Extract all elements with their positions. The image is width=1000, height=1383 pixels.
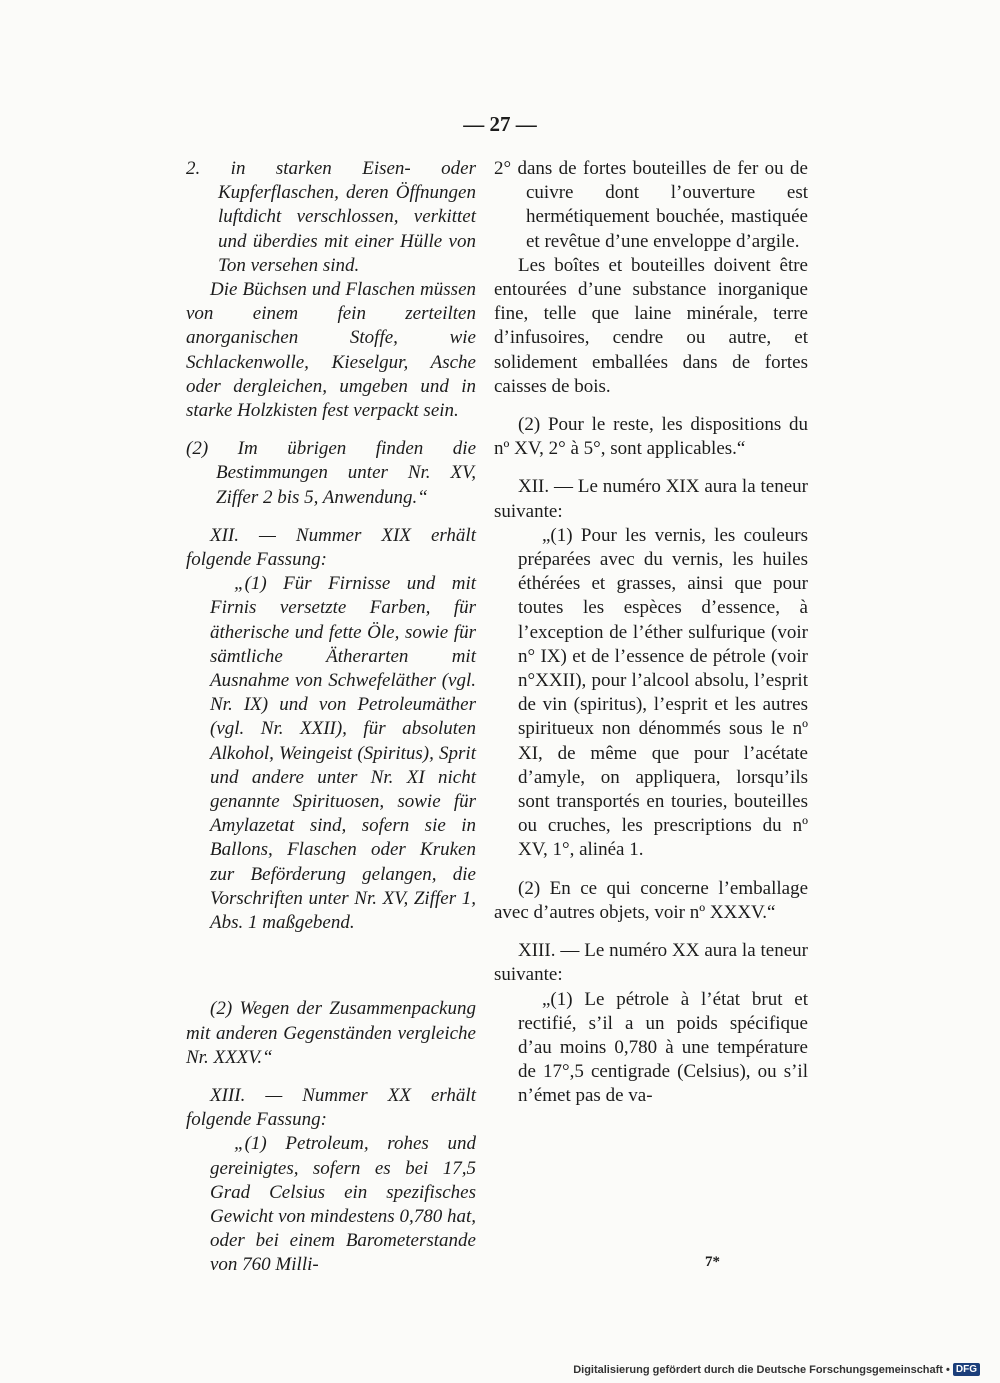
sheet-signature-mark: 7* — [705, 1254, 720, 1270]
fr-paragraph-2: (2) Pour le reste, les dispositions du nº XV, 2° à 5°, sont applicables.“ — [494, 414, 808, 460]
de-packing-paragraph: Die Büchsen und Flaschen müssen von einem fein zerteilten anorganischen Stoffe, wie Schlackenwolle, Kieselgur, Asche oder dergleichen, umgeben und in starke Holzkisten fest verpackt sein. — [186, 279, 476, 422]
dfg-logo: DFG — [953, 1363, 980, 1376]
de-section-xii-paragraph-1: „(1) Für Firnisse und mit Firnis versetzte Farben, für ätherische und fette Öle, sowie für sämtliche Ätherarten mit Ausnahme von Schwefeläther (vgl. Nr. IX) und von Petroleumäther (vgl. Nr. XXII), für absoluten Alkohol, Weingeist (Spiritus), Sprit und andere unter Nr. XI nicht genannte Spirituosen, sowie für Amylazetat sind, sofern sie in Ballons, Flaschen oder Kruken zur Beförderung gelangen, die Vorschriften unter Nr. XV, Ziffer 1, Abs. 1 maßgebend. — [210, 573, 476, 934]
fr-item-2: 2° dans de fortes bouteilles de fer ou de cuivre dont l’ouverture est hermétiquement bouchée, mastiquée et revêtue d’une enveloppe d’argile. — [494, 158, 808, 252]
page-number: — 27 — — [463, 112, 537, 136]
de-section-xiii-heading: XIII. — Nummer XX erhält folgende Fassung: — [186, 1084, 476, 1131]
fr-packing-paragraph: Les boîtes et bouteilles doivent être entourées d’une substance inorganique fine, telle que laine minérale, terre d’infusoires, cendre ou autre, et solidement emballées dans de fortes caisses de bois. — [494, 254, 808, 397]
fr-section-xiii-paragraph-1: „(1) Le pétrole à l’état brut et rectifié, s’il a un poids spécifique d’au moins 0,780 à une température de 17°,5 centigrade (Celsius), ou s’il n’émet pas de va- — [518, 988, 808, 1107]
de-paragraph-2: (2) Im übrigen finden die Bestimmungen unter Nr. XV, Ziffer 2 bis 5, Anwendung.“ — [186, 438, 476, 508]
de-section-xii-paragraph-2: (2) Wegen der Zusammenpackung mit anderen Gegenständen vergleiche Nr. XXXV.“ — [186, 998, 476, 1068]
digitization-footer — [573, 1363, 980, 1376]
de-section-xii-heading: XII. — Nummer XIX erhält folgende Fassung: — [186, 524, 476, 571]
de-item-2: 2. in starken Eisen- oder Kupferflaschen, deren Öffnungen luftdicht verschlossen, verkittet und überdies mit einer Hülle von Ton versehen sind. — [186, 158, 476, 276]
fr-section-xii-paragraph-2: (2) En ce qui concerne l’emballage avec d’autres objets, voir nº XXXV.“ — [494, 877, 808, 923]
fr-section-xiii-heading: XIII. — Le numéro XX aura la teneur suivante: — [494, 940, 808, 986]
french-column — [494, 157, 808, 1109]
fr-section-xii-heading: XII. — Le numéro XIX aura la teneur suivante: — [494, 476, 808, 522]
fr-section-xii-paragraph-1: „(1) Pour les vernis, les couleurs préparées avec du vernis, les huiles éthérées et grasses, ainsi que pour toutes les espèces d’essence, à l’exception de l’éther sulfurique (voir n° IX) et de l’essence de pétrole (voir n°XXII), pour l’alcool absolu, l’esprit de vin (spiritus), l’esprit et les autres spiritueux non dénommés sous le nº XI, de même que pour l’acétate d’amyle, on appliquera, lorsqu’ils sont transportés en touries, bouteilles ou cruches, les prescriptions du nº XV, 1°, alinéa 1. — [518, 524, 808, 861]
footer-text: Digitalisierung gefördert durch die Deutsche Forschungsgemeinschaft • — [573, 1363, 950, 1376]
de-section-xiii-paragraph-1: „(1) Petroleum, rohes und gereinigtes, sofern es bei 17,5 Grad Celsius ein spezifisches Gewicht von mindestens 0,780 hat, oder bei einem Barometerstande von 760 Milli- — [210, 1133, 476, 1276]
german-column — [186, 157, 476, 1278]
